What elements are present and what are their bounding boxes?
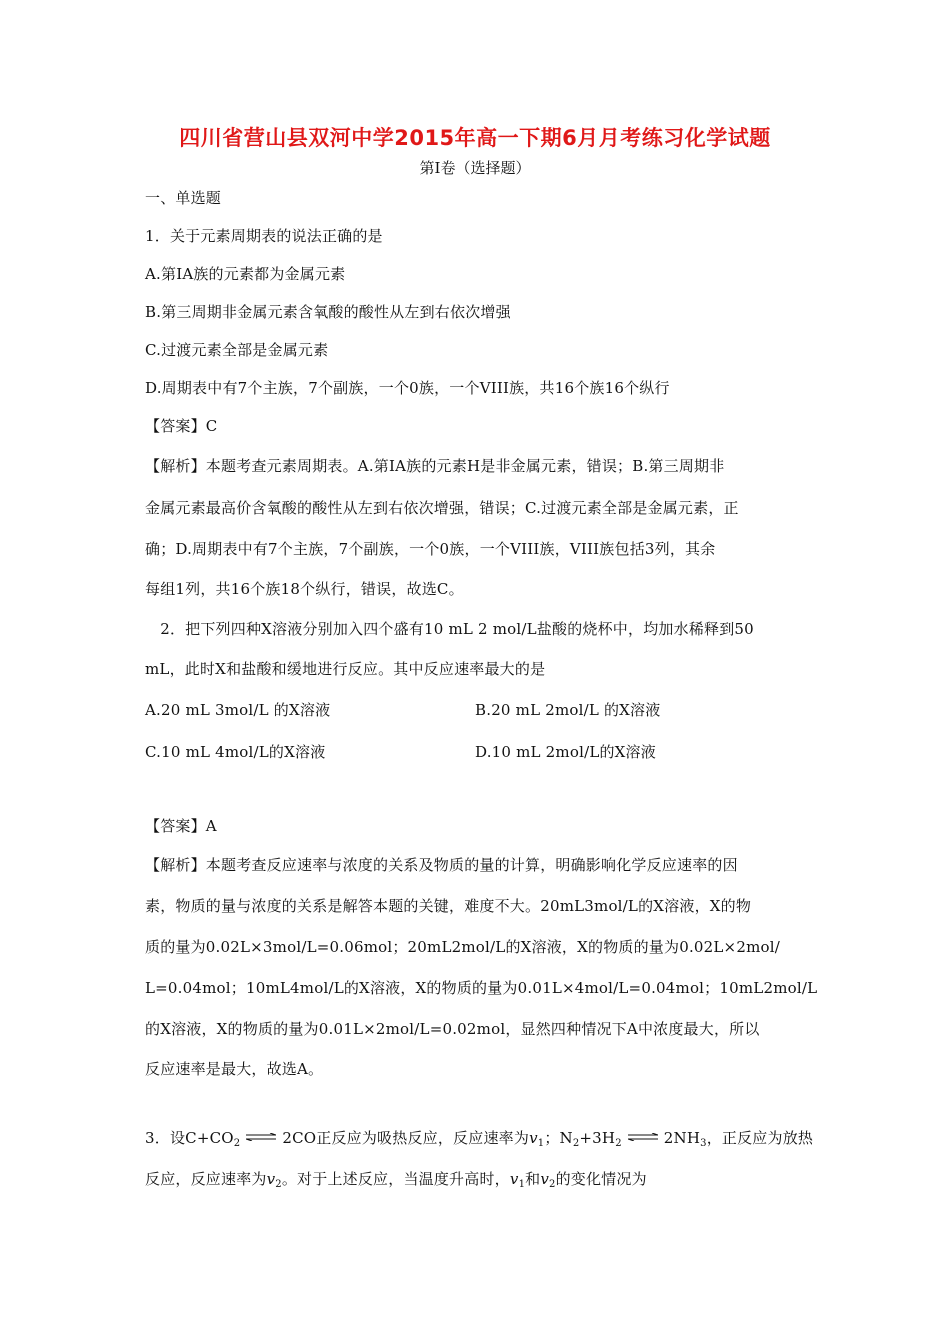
q3-subscript: 2 [233, 1138, 241, 1149]
q3-text: 。对于上述反应，当温度升高时， [281, 1170, 510, 1188]
q3-rate-symbol: v [266, 1170, 276, 1188]
section-subtitle: 第Ⅰ卷（选择题） [419, 159, 531, 177]
q3-text: 3．设C+CO [145, 1129, 234, 1147]
document-title: 四川省营山县双河中学2015年高一下期6月月考练习化学试题 [179, 126, 771, 150]
q3-text: ，正反应为放热 [706, 1129, 814, 1147]
question-1-option-a: A.第ⅠA族的元素都为金属元素 [145, 265, 346, 283]
question-1-answer: 【答案】C [145, 417, 218, 435]
q3-text: 的变化情况为 [555, 1170, 647, 1188]
question-2-option-c: C.10 mL 4mol/L的X溶液 [145, 743, 326, 761]
q3-subscript: 2 [615, 1138, 622, 1149]
q3-text: +3H [579, 1129, 616, 1147]
question-1-explanation-line: 每组1列，共16个族18个纵行，错误，故选C。 [145, 580, 464, 598]
q3-text: 2CO正反应为吸热反应，反应速率为 [282, 1129, 530, 1147]
question-1-stem: 1．关于元素周期表的说法正确的是 [145, 227, 383, 245]
question-2-stem-line: mL，此时X和盐酸和缓地进行反应。其中反应速率最大的是 [145, 660, 546, 678]
q3-text: 和 [525, 1170, 541, 1188]
q3-text: 2NH [663, 1129, 701, 1147]
q3-subscript: 2 [549, 1179, 556, 1190]
question-2-explanation-line: 质的量为0.02L×3mol/L=0.06mol；20mL2mol/L的X溶液，X的物质的量为0.02L×2mol/ [145, 938, 780, 956]
section-heading: 一、单选题 [145, 189, 222, 207]
equilibrium-arrow-icon [246, 1133, 276, 1141]
q3-rate-symbol: v [529, 1129, 538, 1147]
question-2-explanation-line: 的X溶液，X的物质的量为0.01L×2mol/L=0.02mol，显然四种情况下A中浓度最大，所以 [145, 1020, 760, 1038]
question-2-answer: 【答案】A [145, 817, 217, 835]
question-2-option-b: B.20 mL 2mol/L 的X溶液 [475, 701, 661, 719]
question-2-stem-line: 2．把下列四种X溶液分别加入四个盛有10 mL 2 mol/L盐酸的烧杯中，均加水稀释到50 [145, 620, 754, 638]
q3-subscript: 3 [700, 1138, 707, 1149]
question-2-explanation-line: 反应速率是最大，故选A。 [145, 1060, 324, 1078]
q3-subscript: 1 [537, 1138, 545, 1149]
question-1-option-c: C.过渡元素全部是金属元素 [145, 341, 329, 359]
question-2-explanation-line: L=0.04mol；10mL4mol/L的X溶液，X的物质的量为0.01L×4mol/L=0.04mol；10mL2mol/L [145, 979, 818, 997]
q3-text: 反应，反应速率为 [145, 1170, 267, 1188]
q3-subscript: 2 [275, 1179, 282, 1190]
question-2-option-a: A.20 mL 3mol/L 的X溶液 [145, 701, 331, 719]
question-1-explanation-line: 确；D.周期表中有7个主族，7个副族，一个0族，一个VIII族，VIII族包括3列，其余 [145, 540, 716, 558]
q3-rate-symbol: v [509, 1170, 519, 1188]
equilibrium-arrow-icon [628, 1133, 658, 1141]
question-3-stem-line-2 [145, 1168, 647, 1189]
q3-rate-symbol: v [540, 1170, 550, 1188]
q3-subscript: 2 [572, 1138, 580, 1149]
question-1-explanation-line: 金属元素最高价含氧酸的酸性从左到右依次增强，错误；C.过渡元素全部是金属元素，正 [145, 499, 739, 517]
q3-text: ；N [544, 1129, 573, 1147]
q3-subscript: 1 [518, 1179, 526, 1190]
question-2-option-d: D.10 mL 2mol/L的X溶液 [475, 743, 656, 761]
question-1-option-d: D.周期表中有7个主族，7个副族，一个0族，一个VIII族，共16个族16个纵行 [145, 379, 670, 397]
question-1-option-b: B.第三周期非金属元素含氧酸的酸性从左到右依次增强 [145, 303, 511, 321]
question-1-explanation-line: 【解析】本题考查元素周期表。A.第ⅠA族的元素H是非金属元素，错误；B.第三周期非 [145, 457, 725, 475]
question-2-explanation-line: 素，物质的量与浓度的关系是解答本题的关键，难度不大。20mL3mol/L的X溶液，X的物 [145, 897, 752, 915]
question-2-explanation-line: 【解析】本题考查反应速率与浓度的关系及物质的量的计算，明确影响化学反应速率的因 [145, 856, 738, 874]
question-3-stem-line-1 [145, 1127, 813, 1148]
